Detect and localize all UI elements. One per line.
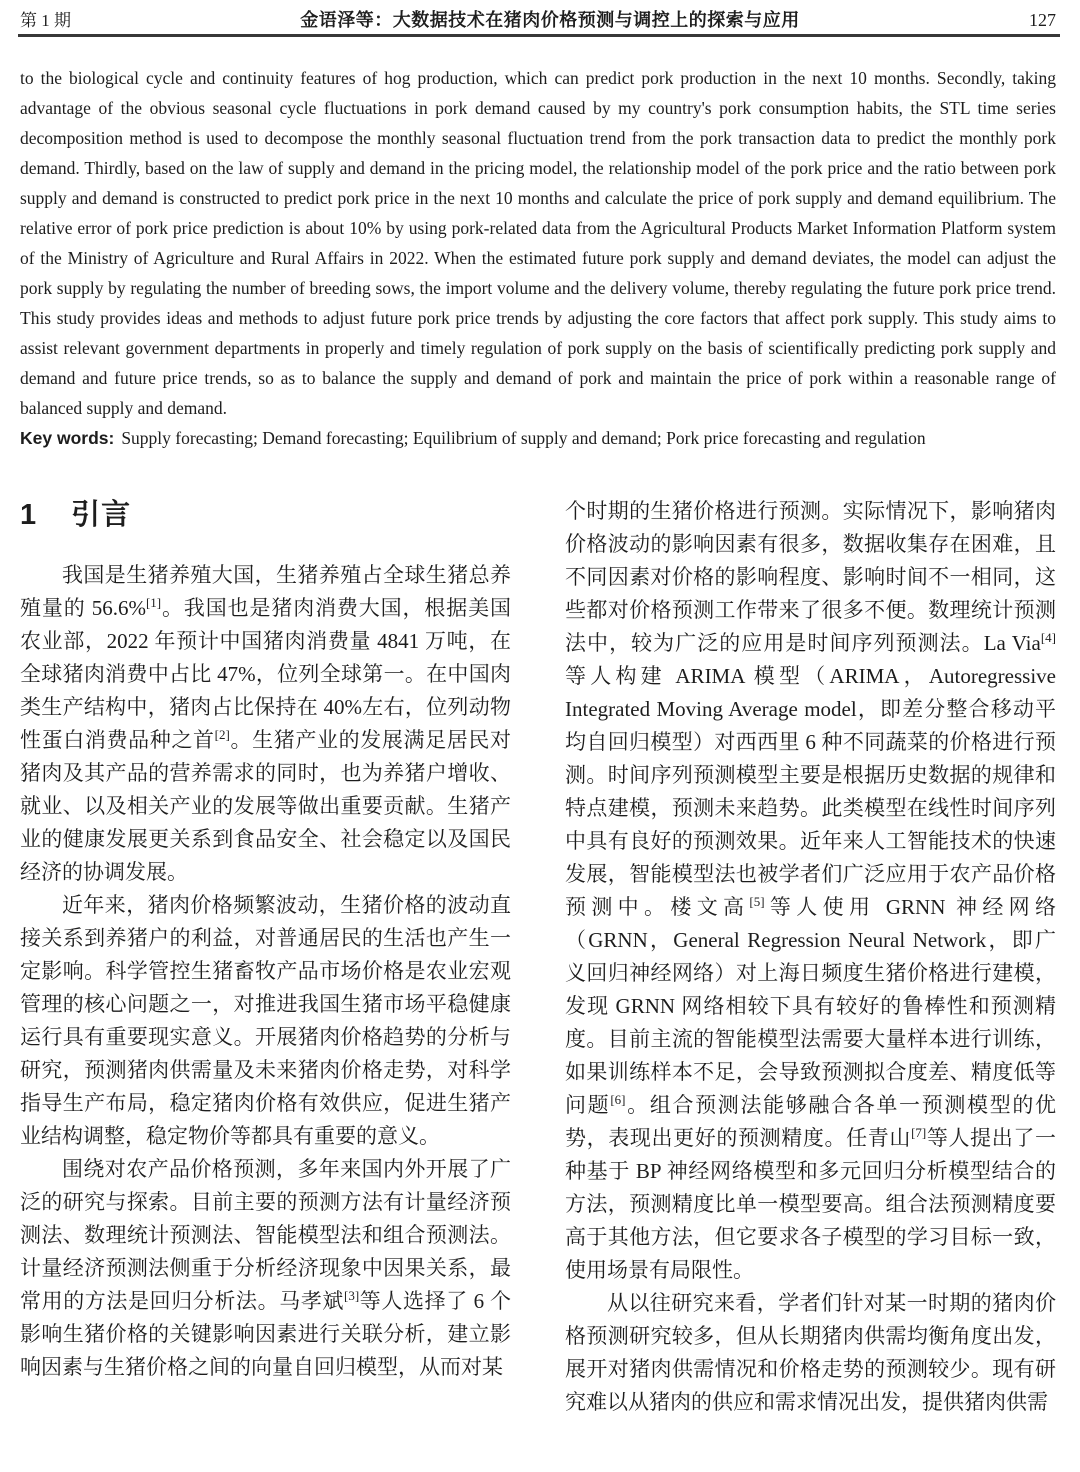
ref-marker-7: [7] bbox=[911, 1125, 927, 1140]
text-run: 我国是生猪养殖大国，生猪养殖占全球生猪总养殖量的 56.6% bbox=[20, 563, 511, 620]
running-header bbox=[20, 0, 1056, 32]
ref-marker-6: [6] bbox=[610, 1092, 626, 1107]
section-title: 引言 bbox=[71, 499, 132, 531]
ref-marker-5: [5] bbox=[749, 894, 765, 909]
text-run: 。组合预测法能够融合各单一预测模型的优势，表现出更好的预测精度。任青山 bbox=[565, 1093, 1056, 1150]
header-running-title: 金语泽等：大数据技术在猪肉价格预测与调控上的探索与应用 bbox=[300, 10, 800, 30]
abstract-section bbox=[20, 63, 1056, 453]
text-run: 。生猪产业的发展满足居民对猪肉及其产品的营养需求的同时，也为养猪户增收、就业、以及相关产业的发展等做出重要贡献。生猪产业的健康发展更关系到食品安全、社会稳定以及国民经济的协调发展。 bbox=[20, 728, 511, 884]
ref-marker-3: [3] bbox=[344, 1288, 360, 1303]
paragraph: 从以往研究来看，学者们针对某一时期的猪肉价格预测研究较多，但从长期猪肉供需均衡角度出发，展开对猪肉供需情况和价格走势的预测较少。现有研究难以从猪肉的供应和需求情况出发，提供猪肉供需 bbox=[565, 1291, 1056, 1414]
paragraph bbox=[20, 1153, 511, 1384]
ref-marker-2: [2] bbox=[214, 727, 230, 742]
text-run: 等人使用 GRNN 神经网络（GRNN，General Regression Neural Network，即广义回归神经网络）对上海日频度生猪价格进行建模，发现 GRNN 网络相较下具有较好的鲁棒性和预测精度。目前主流的智能模型法需要大量样本进行训练，如果训练样本不足，会导致预测拟合度差、精度低等问题 bbox=[565, 895, 1056, 1117]
section-number: 1 bbox=[20, 499, 38, 531]
text-run: 。我国也是猪肉消费大国，根据美国农业部，2022 年预计中国猪肉消费量 4841 万吨，在全球猪肉消费中占比 47%，位列全球第一。在中国肉类生产结构中，猪肉占比保持在 40%左右，位列动物性蛋白消费品种之首 bbox=[20, 596, 512, 752]
header-rule bbox=[18, 34, 1060, 37]
text-run: 围绕对农产品价格预测，多年来国内外开展了广泛的研究与探索。目前主要的预测方法有计量经济预测法、数理统计预测法、智能模型法和组合预测法。计量经济预测法侧重于分析经济现象中因果关系，最常用的方法是回归分析法。马孝斌 bbox=[20, 1157, 511, 1313]
ref-marker-1: [1] bbox=[145, 595, 162, 610]
text-run: 等人选择了 6 个影响生猪价格的关键影响因素进行关联分析，建立影响因素与生猪价格之间的向量自回归模型，从而对某 bbox=[20, 1289, 512, 1379]
section-heading bbox=[20, 495, 511, 535]
text-run: 等人提出了一种基于 BP 神经网络模型和多元回归分析模型结合的方法，预测精度比单一模型要高。组合法预测精度要高于其他方法，但它要求各子模型的学习目标一致，使用场景有局限性。 bbox=[565, 1126, 1056, 1282]
header-page-number: 127 bbox=[1029, 10, 1056, 30]
keywords-line bbox=[20, 423, 1056, 453]
ref-marker-4: [4] bbox=[1040, 630, 1056, 645]
keywords-text: Supply forecasting; Demand forecasting; Equilibrium of supply and demand; Pork price forecasting and regulation bbox=[121, 428, 926, 448]
text-run: 个时期的生猪价格进行预测。实际情况下，影响猪肉价格波动的影响因素有很多，数据收集存在困难，且不同因素对价格的影响程度、影响时间不一相同，这些都对价格预测工作带来了很多不便。数理统计预测法中，较为广泛的应用是时间序列预测法。La Via bbox=[565, 499, 1056, 655]
paragraph: 近年来，猪肉价格频繁波动，生猪价格的波动直接关系到养猪户的利益，对普通居民的生活也产生一定影响。科学管控生猪畜牧产品市场价格是农业宏观管理的核心问题之一，对推进我国生猪市场平稳健康运行具有重要现实意义。开展猪肉价格趋势的分析与研究，预测猪肉供需量及未来猪肉价格走势，对科学指导生产布局，稳定猪肉价格有效供应，促进生猪产业结构调整，稳定物价等都具有重要的意义。 bbox=[20, 893, 511, 1148]
left-column bbox=[20, 495, 511, 1427]
header-issue: 第 1 期 bbox=[20, 11, 71, 30]
right-column bbox=[565, 495, 1056, 1427]
abstract-text: to the biological cycle and continuity features of hog production, which can predict pork production in the next 10 months. Secondly, taking advantage of the obvious seasonal cycle fluctuations in pork demand caused by my country's pork consumption habits, the STL time series decomposition method is used to decompose the monthly seasonal fluctuation trend from the pork transaction data to predict the monthly pork demand. Thirdly, based on the law of supply and demand in the pricing model, the relationship model of the pork price and the ratio between pork supply and demand is constructed to predict pork price in the next 10 months and calculate the price of pork supply and demand equilibrium. The relative error of pork price prediction is about 10% by using pork-related data from the Agricultural Products Market Information Platform system of the Ministry of Agriculture and Rural Affairs in 2022. When the estimated future pork supply and demand deviates, the model can adjust the pork supply by regulating the number of breeding sows, the import volume and the delivery volume, thereby regulating the future pork price trend. This study provides ideas and methods to adjust future pork price trends by adjusting the core factors that affect pork supply. This study aims to assist relevant government departments in properly and timely regulation of pork supply on the basis of scientifically predicting pork supply and demand and future price trends, so as to balance the supply and demand of pork and maintain the price of pork within a reasonable range of balanced supply and demand. bbox=[20, 68, 1056, 418]
paragraph bbox=[20, 559, 511, 889]
keywords-label: Key words: bbox=[20, 428, 115, 448]
paragraph bbox=[565, 495, 1056, 1287]
text-run: 等人构建 ARIMA 模型（ARIMA，Autoregressive Integrated Moving Average model，即差分整合移动平均自回归模型）对西西里 6 种不同蔬菜的价格进行预测。时间序列预测模型主要是根据历史数据的规律和特点建模，预测未来趋势。此类模型在线性时间序列中具有良好的预测效果。近年来人工智能技术的快速发展，智能模型法也被学者们广泛应用于农产品价格预测中。楼文高 bbox=[565, 664, 1056, 919]
two-column-body bbox=[20, 495, 1056, 1427]
